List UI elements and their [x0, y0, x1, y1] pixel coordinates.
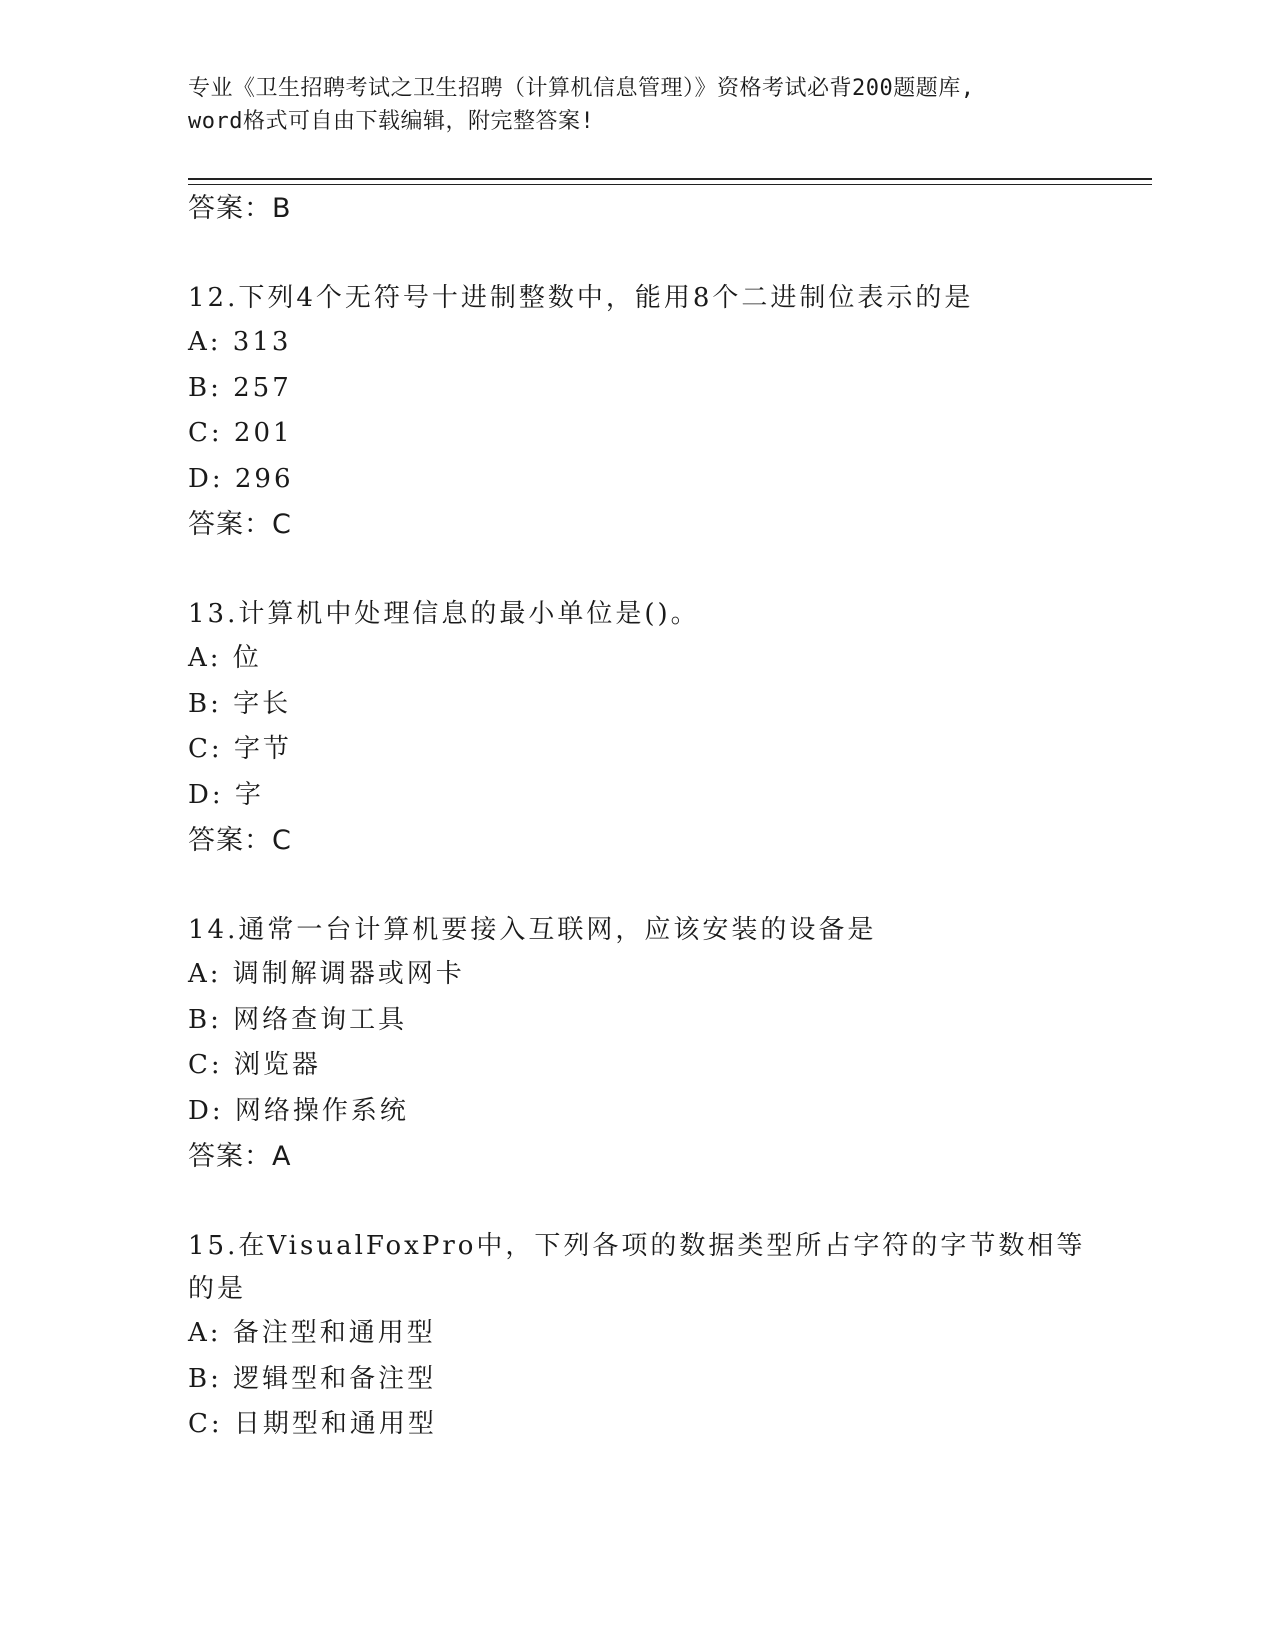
option-a: A: 313	[188, 327, 292, 357]
option-d: D: 296	[188, 463, 294, 494]
header-line-1: 专业《卫生招聘考试之卫生招聘（计算机信息管理）》资格考试必背200题题库,	[188, 76, 975, 101]
header-divider-thick	[188, 178, 1152, 180]
option-c: C: 日期型和通用型	[188, 1409, 437, 1439]
document-header	[188, 72, 1088, 138]
option-b: B: 逻辑型和备注型	[188, 1363, 437, 1394]
question-15	[188, 1225, 1088, 1448]
header-divider-thin	[188, 184, 1152, 185]
option-b: B: 257	[188, 372, 292, 403]
answer-line: 答案：C	[188, 825, 292, 856]
question-title: 14.通常一台计算机要接入互联网，应该安装的设备是	[188, 915, 877, 945]
question-12	[188, 277, 1088, 547]
question-14	[188, 909, 1088, 1179]
option-b: B: 字长	[188, 688, 292, 719]
option-a: A: 备注型和通用型	[188, 1318, 436, 1348]
option-b: B: 网络查询工具	[188, 1004, 408, 1035]
option-a: A: 调制解调器或网卡	[188, 959, 465, 989]
option-a: A: 位	[188, 643, 262, 673]
answer-line: 答案：A	[188, 1141, 292, 1172]
option-c: C: 201	[188, 418, 293, 448]
question-title: 13.计算机中处理信息的最小单位是()。	[188, 599, 700, 629]
question-title-line-2: 的是	[188, 1274, 247, 1304]
answer-line: 答案：C	[188, 509, 292, 540]
option-d: D: 网络操作系统	[188, 1095, 409, 1126]
option-d: D: 字	[188, 779, 264, 810]
question-title-line-1: 15.在VisualFoxPro中，下列各项的数据类型所占字符的字节数相等	[188, 1231, 1086, 1261]
option-c: C: 字节	[188, 734, 292, 764]
question-list	[188, 186, 1088, 1448]
question-13	[188, 593, 1088, 863]
answer-line: 答案：B	[188, 193, 292, 224]
header-line-2: word格式可自由下载编辑，附完整答案!	[188, 109, 595, 134]
question-title: 12.下列4个无符号十进制整数中，能用8个二进制位表示的是	[188, 283, 974, 313]
option-c: C: 浏览器	[188, 1050, 321, 1080]
